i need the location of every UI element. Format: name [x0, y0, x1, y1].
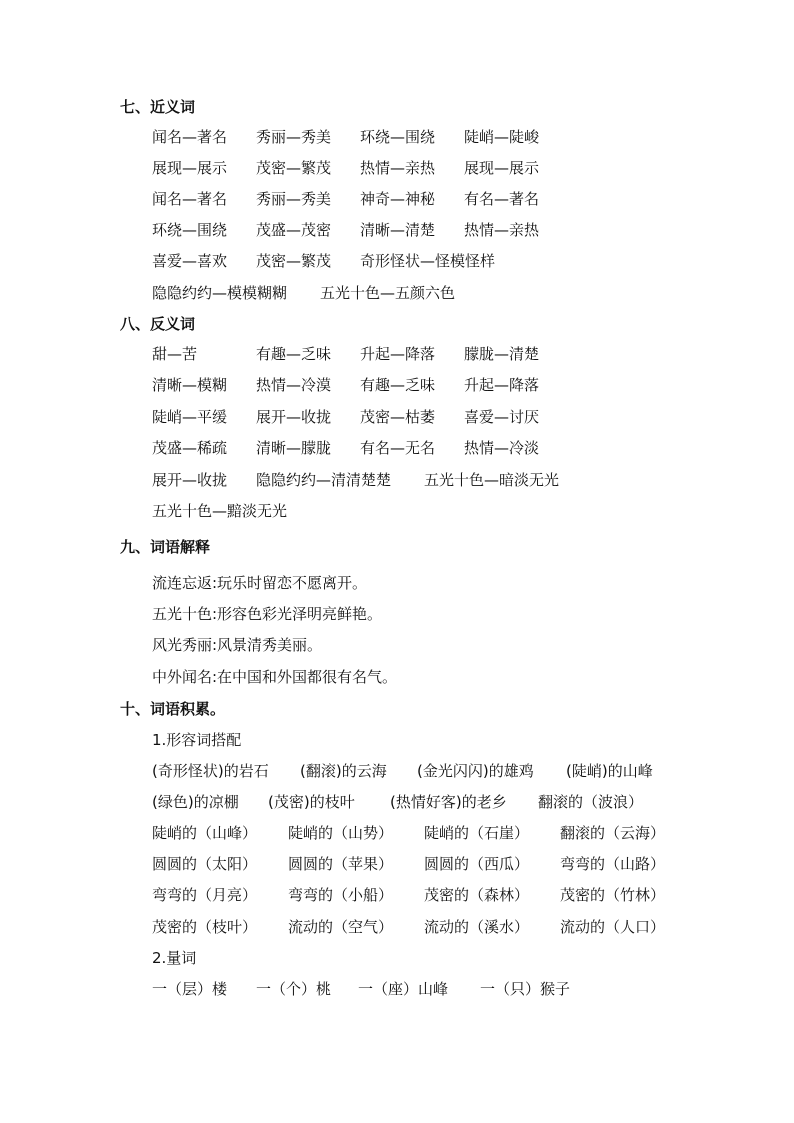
adjective-phrase: 陡峭的（山势）: [288, 824, 394, 842]
adjective-phrase: 圆圆的（太阳）: [152, 855, 258, 873]
antonym-pair: 茂密—枯萎: [360, 408, 436, 426]
antonym-pair: 甜—苦: [152, 345, 198, 363]
synonym-pair: 有名—著名: [464, 190, 540, 208]
antonym-pair: 热情—冷漠: [256, 376, 332, 394]
adjective-phrase: 流动的（溪水）: [424, 918, 530, 936]
synonym-pair: 闻名—著名: [152, 128, 228, 146]
synonym-pair: 喜爱—喜欢: [152, 252, 228, 270]
adjective-phrase: (茂密)的枝叶: [268, 793, 355, 811]
synonym-pair: 展现—展示: [152, 159, 228, 177]
synonym-pair: 闻名—著名: [152, 190, 228, 208]
adjective-phrase: 弯弯的（山路）: [560, 855, 666, 873]
synonym-pair: 茂盛—茂密: [256, 221, 332, 239]
synonym-pair: 秀丽—秀美: [256, 190, 332, 208]
measure-word-phrase: 一（个）桃: [256, 980, 332, 998]
antonym-pair: 隐隐约约—清清楚楚: [256, 471, 392, 489]
adjective-phrase: 翻滚的（云海）: [560, 824, 666, 842]
synonym-pair: 环绕—围绕: [152, 221, 228, 239]
adjective-phrase: 圆圆的（西瓜）: [424, 855, 530, 873]
synonym-pair: 清晰—清楚: [360, 221, 436, 239]
adjective-phrase: 翻滚的（波浪）: [538, 793, 644, 811]
synonym-pair: 秀丽—秀美: [256, 128, 332, 146]
antonym-pair: 热情—冷淡: [464, 439, 540, 457]
synonym-pair: 热情—亲热: [464, 221, 540, 239]
measure-word-phrase: 一（座）山峰: [358, 980, 449, 998]
antonym-pair: 有趣—乏味: [256, 345, 332, 363]
antonym-pair: 有趣—乏味: [360, 376, 436, 394]
adjective-phrase: 流动的（空气）: [288, 918, 394, 936]
adjective-phrase: 茂密的（竹林）: [560, 886, 666, 904]
antonym-pair: 清晰—模糊: [152, 376, 228, 394]
subsection-measure-word-heading: 2.量词: [152, 949, 197, 967]
definition-line: 流连忘返:玩乐时留恋不愿离开。: [152, 574, 368, 592]
definition-line: 风光秀丽:风景清秀美丽。: [152, 636, 323, 654]
antonym-pair: 升起—降落: [360, 345, 436, 363]
synonym-pair: 神奇—神秘: [360, 190, 436, 208]
antonym-pair: 茂盛—稀疏: [152, 439, 228, 457]
adjective-phrase: 圆圆的（苹果）: [288, 855, 394, 873]
antonym-pair: 清晰—朦胧: [256, 439, 332, 457]
adjective-phrase: 陡峭的（山峰）: [152, 824, 258, 842]
adjective-phrase: 陡峭的（石崖）: [424, 824, 530, 842]
section-7-heading: 七、近义词: [120, 98, 196, 116]
adjective-phrase: 流动的（人口）: [560, 918, 666, 936]
antonym-pair: 陡峭—平缓: [152, 408, 228, 426]
definition-line: 中外闻名:在中国和外国都很有名气。: [152, 668, 398, 686]
antonym-pair: 五光十色—黯淡无光: [152, 502, 288, 520]
synonym-pair: 热情—亲热: [360, 159, 436, 177]
adjective-phrase: (陡峭)的山峰: [566, 762, 653, 780]
synonym-pair: 茂密—繁茂: [256, 252, 332, 270]
antonym-pair: 有名—无名: [360, 439, 436, 457]
synonym-pair: 隐隐约约—模模糊糊: [152, 284, 288, 302]
adjective-phrase: (绿色)的凉棚: [152, 793, 239, 811]
definition-line: 五光十色:形容色彩光泽明亮鲜艳。: [152, 605, 383, 623]
section-8-heading: 八、反义词: [120, 315, 196, 333]
synonym-pair: 展现—展示: [464, 159, 540, 177]
subsection-adjective-heading: 1.形容词搭配: [152, 731, 242, 749]
adjective-phrase: (金光闪闪)的雄鸡: [417, 762, 534, 780]
adjective-phrase: (奇形怪状)的岩石: [152, 762, 269, 780]
section-10-heading: 十、词语积累。: [120, 700, 226, 718]
adjective-phrase: 弯弯的（小船）: [288, 886, 394, 904]
adjective-phrase: 茂密的（森林）: [424, 886, 530, 904]
adjective-phrase: (热情好客)的老乡: [390, 793, 507, 811]
antonym-pair: 五光十色—暗淡无光: [424, 471, 560, 489]
synonym-pair: 五光十色—五颜六色: [320, 284, 456, 302]
measure-word-phrase: 一（层）楼: [152, 980, 228, 998]
antonym-pair: 喜爱—讨厌: [464, 408, 540, 426]
synonym-pair: 陡峭—陡峻: [464, 128, 540, 146]
synonym-pair: 环绕—围绕: [360, 128, 436, 146]
antonym-pair: 展开—收拢: [256, 408, 332, 426]
antonym-pair: 升起—降落: [464, 376, 540, 394]
adjective-phrase: 茂密的（枝叶）: [152, 918, 258, 936]
adjective-phrase: (翻滚)的云海: [300, 762, 387, 780]
synonym-pair: 奇形怪状—怪模怪样: [360, 252, 496, 270]
measure-word-phrase: 一（只）猴子: [480, 980, 571, 998]
section-9-heading: 九、词语解释: [120, 538, 211, 556]
antonym-pair: 朦胧—清楚: [464, 345, 540, 363]
synonym-pair: 茂密—繁茂: [256, 159, 332, 177]
antonym-pair: 展开—收拢: [152, 471, 228, 489]
adjective-phrase: 弯弯的（月亮）: [152, 886, 258, 904]
